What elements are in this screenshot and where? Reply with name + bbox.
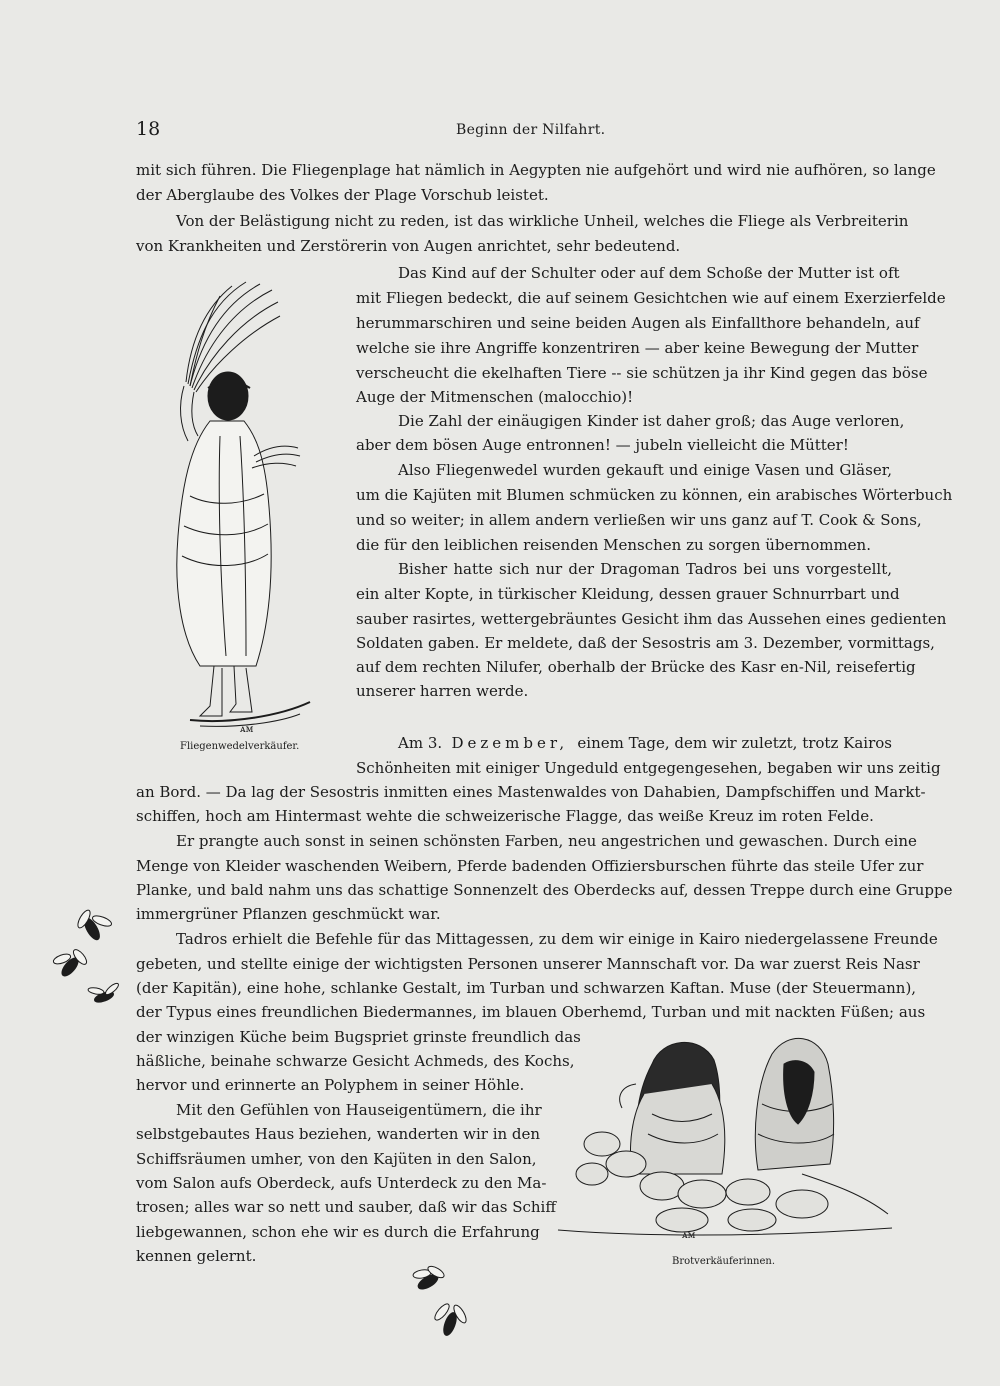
text-line: gebeten, und stellte einige der wichtigsten Personen unserer Mannschaft vor. Da war zuerst Reis Nasr xyxy=(136,955,920,973)
text-line: häßliche, beinahe schwarze Gesicht Achmeds, des Kochs, xyxy=(136,1052,575,1070)
page-header xyxy=(136,118,896,146)
text-fragment: einem Tage, dem wir zuletzt, trotz Kairos xyxy=(577,734,892,752)
text-line: hervor und erinnerte an Polyphem in seiner Höhle. xyxy=(136,1076,525,1094)
text-line: welche sie ihre Angriffe konzentriren — aber keine Bewegung der Mutter xyxy=(356,339,919,357)
flywhisk-seller-illustration xyxy=(160,276,340,736)
text-line: von Krankheiten und Zerstörerin von Augen anrichtet, sehr bedeutend. xyxy=(136,237,681,255)
text-line: sauber rasirtes, wettergebräuntes Gesicht ihm das Aussehen eines gedienten xyxy=(356,610,947,628)
text-line: um die Kajüten mit Blumen schmücken zu können, ein arabisches Wörterbuch xyxy=(356,486,953,504)
text-line: herummarschiren und seine beiden Augen als Einfallthore behandeln, auf xyxy=(356,314,920,332)
text-line xyxy=(398,732,892,754)
page-number: 18 xyxy=(136,118,161,140)
text-line: Soldaten gaben. Er meldete, daß der Sesostris am 3. Dezember, vormittags, xyxy=(356,634,935,652)
text-line: an Bord. — Da lag der Sesostris inmitten eines Mastenwaldes von Dahabien, Dampfschiffen und Markt- xyxy=(136,783,926,801)
text-line: (der Kapitän), eine hohe, schlanke Gestalt, im Turban und schwarzen Kaftan. Muse (der Steuermann), xyxy=(136,979,917,997)
text-line: Also Fliegenwedel wurden gekauft und einige Vasen und Gläser, xyxy=(398,461,892,479)
text-line: liebgewannen, schon ehe wir es durch die Erfahrung xyxy=(136,1223,540,1241)
svg-text:ᴀᴍ: ᴀᴍ xyxy=(682,1230,696,1241)
flies-decoration xyxy=(50,905,140,1015)
text-line: selbstgebautes Haus beziehen, wanderten wir in den xyxy=(136,1125,541,1143)
text-line: trosen; alles war so nett und sauber, daß wir das Schiff xyxy=(136,1198,556,1216)
text-line: schiffen, hoch am Hintermast wehte die schweizerische Flagge, das weiße Kreuz im roten Felde. xyxy=(136,807,874,825)
text-line: der Aberglaube des Volkes der Plage Vorschub leistet. xyxy=(136,186,549,204)
text-line: Mit den Gefühlen von Hauseigentümern, die ihr xyxy=(176,1101,542,1119)
text-line: Menge von Kleider waschenden Weibern, Pferde badenden Offiziersburschen führte das steile Ufer zur xyxy=(136,857,924,875)
text-line: Schiffsräumen umher, von den Kajüten in den Salon, xyxy=(136,1150,537,1168)
bread-sellers-illustration xyxy=(552,1024,898,1240)
text-line: die für den leiblichen reisenden Menschen zu sorgen übernommen. xyxy=(356,536,871,554)
text-line: mit Fliegen bedeckt, die auf seinem Gesichtchen wie auf einem Exerzierfelde xyxy=(356,289,946,307)
text-line: Er prangte auch sonst in seinen schönsten Farben, neu angestrichen und gewaschen. Durch eine xyxy=(176,832,917,850)
text-line: Planke, und bald nahm uns das schattige Sonnenzelt des Oberdecks auf, dessen Treppe durch eine Gruppe xyxy=(136,881,953,899)
flies-decoration-bottom xyxy=(400,1264,480,1354)
text-line: der Typus eines freundlichen Biedermannes, im blauen Oberhemd, Turban und mit nackten Füßen; aus xyxy=(136,1003,926,1021)
text-line: mit sich führen. Die Fliegenplage hat nämlich in Aegypten nie aufgehört und wird nie aufhören, so lange xyxy=(136,161,936,179)
text-fragment: Am 3. xyxy=(398,734,443,752)
text-line: Auge der Mitmenschen (malocchio)! xyxy=(356,388,634,406)
text-line: Schönheiten mit einiger Ungeduld entgegengesehen, begaben wir uns zeitig xyxy=(356,759,941,777)
caption-flywhisk-seller: Fliegenwedelverkäufer. xyxy=(180,741,300,752)
text-line: ein alter Kopte, in türkischer Kleidung, dessen grauer Schnurrbart und xyxy=(356,585,900,603)
text-line: kennen gelernt. xyxy=(136,1247,257,1265)
running-title: Beginn der Nilfahrt. xyxy=(456,122,606,138)
text-line: Das Kind auf der Schulter oder auf dem Schoße der Mutter ist oft xyxy=(398,264,900,282)
text-line: vom Salon aufs Oberdeck, aufs Unterdeck zu den Ma- xyxy=(136,1174,547,1192)
text-line: immergrüner Pflanzen geschmückt war. xyxy=(136,905,441,923)
text-line: Tadros erhielt die Befehle für das Mittagessen, zu dem wir einige in Kairo niedergelassene Freunde xyxy=(176,930,938,948)
text-line: aber dem bösen Auge entronnen! — jubeln vielleicht die Mütter! xyxy=(356,436,849,454)
text-line: auf dem rechten Nilufer, oberhalb der Brücke des Kasr en-Nil, reisefertig xyxy=(356,658,916,676)
caption-bread-sellers: Brotverkäuferinnen. xyxy=(672,1256,775,1267)
text-line: Bisher hatte sich nur der Dragoman Tadros bei uns vorgestellt, xyxy=(398,560,892,578)
text-line: Die Zahl der einäugigen Kinder ist daher groß; das Auge verloren, xyxy=(398,412,905,430)
text-line: Von der Belästigung nicht zu reden, ist das wirkliche Unheil, welches die Fliege als Verbreiterin xyxy=(176,212,909,230)
text-line: unserer harren werde. xyxy=(356,682,529,700)
text-line: verscheucht die ekelhaften Tiere -- sie schützen ja ihr Kind gegen das böse xyxy=(356,364,928,382)
svg-text:ᴀᴍ: ᴀᴍ xyxy=(240,724,254,735)
text-line: und so weiter; in allem andern verließen wir uns ganz auf T. Cook & Sons, xyxy=(356,511,922,529)
emphasized-date: Dezember, xyxy=(451,734,569,752)
text-line: der winzigen Küche beim Bugspriet grinste freundlich das xyxy=(136,1028,581,1046)
